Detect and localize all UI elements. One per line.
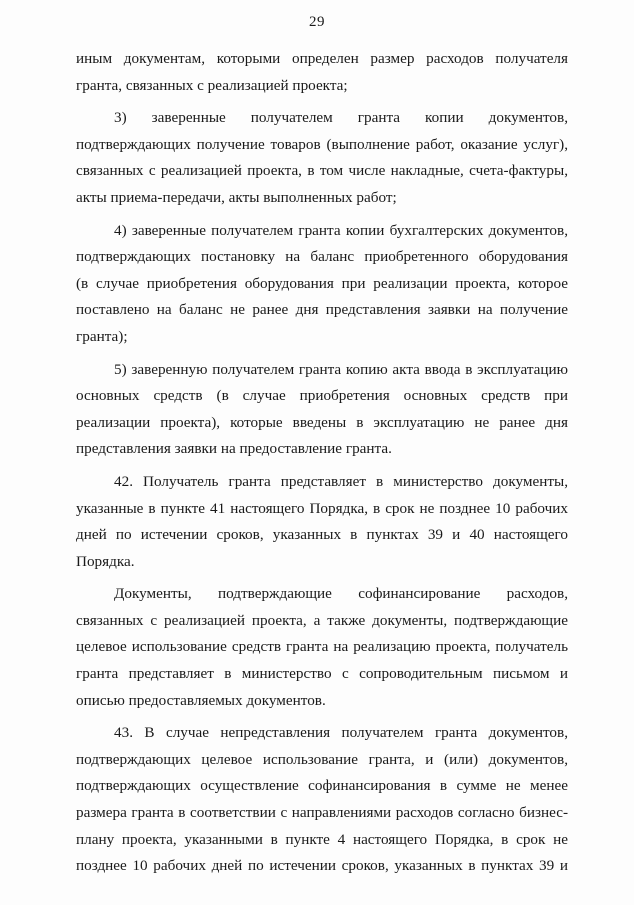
text-line: связанных с реализацией проекта, а также документы, подтверждающие [76,611,568,629]
text-line: Документы, подтверждающие софинансирование расходов, [114,585,568,603]
document-body [76,46,568,880]
text-line: представления заявки на предоставление гранта. [76,440,392,458]
text-line: Порядка. [76,552,135,570]
text-line: плану проекта, указанными в пункте 4 настоящего Порядка, в срок не [76,830,568,848]
text-line: подтверждающих целевое использование гранта, и (или) документов, [76,750,568,768]
text-line: 4) заверенные получателем гранта копии бухгалтерских документов, [114,221,568,239]
text-line: позднее 10 рабочих дней по истечении сроков, указанных в пунктах 39 и [76,857,568,875]
paragraph [76,469,568,575]
text-line: подтверждающих получение товаров (выполнение работ, оказание услуг), [76,135,568,153]
page-number: 29 [309,14,325,30]
text-line: акты приема-передачи, акты выполненных работ; [76,188,397,206]
text-line: подтверждающих постановку на баланс приобретенного оборудования [76,248,568,266]
text-line: описью предоставляемых документов. [76,691,326,709]
text-line: реализации проекта), которые введены в эксплуатацию не ранее дня [76,413,568,431]
paragraph [76,46,568,99]
text-line: 42. Получатель гранта представляет в министерство документы, [114,472,568,490]
text-line: 43. В случае непредставления получателем гранта документов, [114,724,568,742]
text-line: гранта, связанных с реализацией проекта; [76,76,348,94]
text-line: поставлено на баланс не ранее дня представления заявки на получение [76,301,568,319]
text-line: указанные в пункте 41 настоящего Порядка, в срок не позднее 10 рабочих [76,499,568,517]
text-line: гранта); [76,327,128,345]
text-line: подтверждающих осуществление софинансирования в сумме не менее [76,777,568,795]
paragraph [76,357,568,463]
text-line: 3) заверенные получателем гранта копии документов, [114,109,568,127]
paragraph [76,581,568,714]
text-line: основных средств (в случае приобретения основных средств при [76,387,568,405]
text-line: целевое использование средств гранта на реализацию проекта, получатель [76,638,568,656]
text-line: размера гранта в соответствии с направлениями расходов согласно бизнес- [76,804,568,822]
text-line: связанных с реализацией проекта, в том числе накладные, счета-фактуры, [76,162,568,180]
paragraph [76,720,568,880]
text-line: гранта представляет в министерство с сопроводительным письмом и [76,665,568,683]
text-line: дней по истечении сроков, указанных в пунктах 39 и 40 настоящего [76,526,568,544]
text-line: иным документам, которыми определен размер расходов получателя [76,50,568,67]
paragraph [76,218,568,351]
text-line: 5) заверенную получателем гранта копию акта ввода в эксплуатацию [114,360,568,378]
paragraph [76,105,568,211]
text-line: (в случае приобретения оборудования при реализации проекта, которое [76,274,568,292]
